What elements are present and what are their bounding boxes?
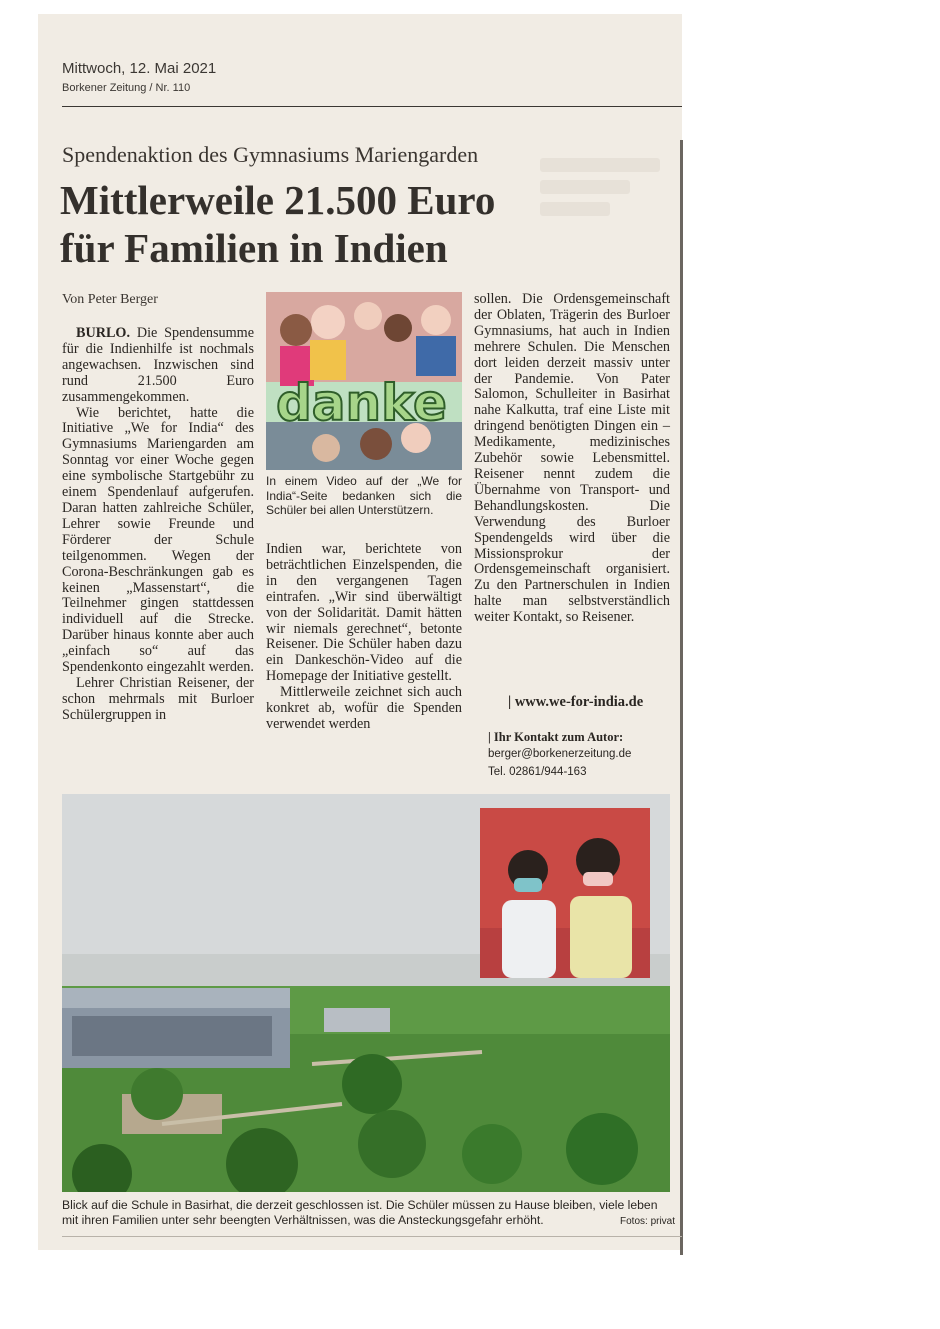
text-column-3 [474,292,670,626]
paragraph-1-text: Die Spendensumme für die Indienhilfe ist nochmals angewachsen. Inzwischen sind rund 21.500 Euro zusammengekommen. [62,325,254,405]
paragraph-2: Wie berichtet, hatte die Initiative „We for India“ des Gymnasiums Mariengarden am Sonntag vor einer Woche gegen eine symbolische Startgebühr zu einem Spendenlauf aufgerufen. Daran hatten zahlreiche Schüler, Lehrer sowie Freunde und Förderer der Schule teilgenommen. Wegen der Corona-Beschränkungen gab es keinen „Massenstart“, die Teilnehmer gingen stattdessen individuell auf die Strecke. Darüber hinaus konnte aber auch „einfach so“ auf das Spendenkonto eingezahlt werden. [62,404,254,676]
header-rule [62,106,682,107]
text-column-1 [62,326,254,724]
publication-name: Borkener Zeitung / Nr. 110 [62,82,191,94]
paragraph-3: Lehrer Christian Reisener, der schon mehrmals mit Burloer Schülergruppen in [62,674,254,723]
danke-video-photo [266,292,462,470]
article-headline [60,176,495,272]
bleed-through-text [540,150,680,230]
danke-photo-caption: In einem Video auf der „We for India“-Seite bedanken sich die Schüler bei allen Unterstützern. [266,474,462,517]
issue-date: Mittwoch, 12. Mai 2021 [62,60,217,77]
text-column-2 [266,542,462,733]
paragraph-5: Mittlerweile zeichnet sich auch konkret ab, wofür die Spenden verwendet werden [266,684,462,732]
danke-photo-lettering: danke [276,374,447,432]
author-phone: Tel. 02861/944-163 [488,766,587,778]
dateline: BURLO. [76,325,130,341]
author-contact-label: | Ihr Kontakt zum Autor: [488,730,624,744]
footer-rule [62,1236,682,1237]
paragraph-1 [62,326,254,406]
page-edge [680,140,683,1255]
paragraph-6: sollen. Die Ordensgemeinschaft der Oblaten, Trägerin des Burloer Gymnasiums, hat auch in Indien mehrere Schulen. Die Menschen dort leiden derzeit massiv unter der Pandemie. Von Pater Salomon, Schulleiter in Basirhat nahe Kalkutta, traf eine Liste mit dringend benötigten Dingen ein – Medikamente, medizinisches Zubehör sowie Lebensmittel. Reisener nennt zudem die Übernahme von Transport- und Behandlungskosten. Die Verwendung des Burloer Spendengelds wird über die Missionsprokur der Ordensgemeinschaft organisiert. Zu den Partnerschulen in Indien halte man selbstverständlich weiter Kontakt, so Reisener. [474,291,670,626]
article-kicker: Spendenaktion des Gymnasiums Mariengarden [62,142,479,167]
danke-photo-graphic [266,292,462,470]
school-photo-caption: Blick auf die Schule in Basirhat, die derzeit geschlossen ist. Die Schüler müssen zu Hause bleiben, viele leben mit ihren Familien unter sehr beengten Verhältnissen, was die Ansteckungsgefahr erhöht. [62,1198,658,1227]
girls-photo-graphic [480,808,650,978]
article-byline: Von Peter Berger [62,292,158,307]
paragraph-4: Indien war, berichtete von beträchtlichen Einzelspenden, die in den vergangenen Tagen eintrafen. „Wir sind überwältigt von der Solidarität. Damit hätten wir niemals gerechnet“, betonte Reisener. Die Schüler haben dazu ein Dankeschön-Video auf die Homepage der Initiative gestellt. [266,541,462,685]
headline-line-2: für Familien in Indien [60,225,448,271]
headline-line-1: Mittlerweile 21.500 Euro [60,177,496,223]
website-link[interactable]: | www.we-for-india.de [508,694,644,710]
photo-credit: Fotos: privat [620,1216,676,1227]
girls-with-masks-photo [480,808,650,978]
author-email[interactable]: berger@borkenerzeitung.de [488,748,632,760]
